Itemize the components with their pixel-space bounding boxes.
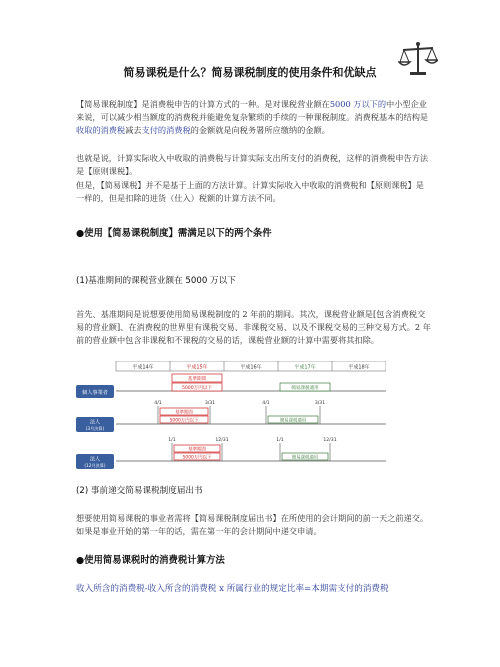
intro-paragraph-3: 但是，【简易课税】并不是基于上面的方法计算。计算实际收入中收取的消费税和【原则课税】是一样的，但是扣除的进货（仕入）税额的计算方法不同。: [76, 180, 424, 203]
year-header-row: [116, 361, 386, 371]
page-title: 简易课税是什么？简易课税制度的使用条件和优缺点: [123, 66, 377, 79]
intro-paragraph-2: 也就是说，计算实际收入中收取的消费税与计算实际支出所支付的消费税，这样的消费税申告方法是【原则课税】。: [76, 153, 429, 176]
timeline-row-individual: [76, 374, 386, 398]
section-heading-conditions: ●使用【简易课税制度】需满足以下的两个条件: [76, 228, 272, 239]
base-period-label: 基準期間: [187, 377, 207, 382]
date-label: 12/31: [323, 438, 337, 443]
amount-label: 5000万円以下: [169, 418, 199, 424]
row-label-march: (3月決算): [85, 426, 105, 431]
date-label: 1/1: [168, 438, 176, 443]
amount-label: 5000万円以下: [182, 455, 212, 461]
row-label-corp: 法人: [89, 456, 101, 463]
year-label: 平成17年: [294, 364, 316, 371]
base-period-timeline-diagram: [76, 361, 386, 473]
condition-2-text: 想要使用简易课税的事业者需将【简易课税制度届出书】在所使用的会计期间的前一天之前递交。如果是事业开始的第一年的话，需在第一年的会计期间中递交申请。: [76, 513, 429, 536]
section-heading-calculation: ●使用简易课税时的消费税计算方法: [76, 555, 225, 566]
condition-1-text: 首先、基准期间是说想要使用简易课税制度的 2 年前的期间。其次，课税营业额是[包含消费税交易的营业额]、在消费税的世界里有课税交易、非课税交易、以及不课税交易的三种交易方式。2 年前的营业额中包含非课税和不课税的交易的话，课税营业额的计算中需要将其扣除。: [76, 309, 431, 345]
timeline-row-corp-march: [76, 400, 386, 432]
condition-1-heading: (1)基准期间的课税营业额在 5000 万以下: [76, 276, 236, 286]
base-period-label: 基準期間: [188, 447, 206, 453]
condition-2-heading: (2) 事前递交简易课税制度届出书: [76, 486, 203, 496]
year-label: 平成15年: [186, 364, 208, 371]
row-label-corp: 法人: [89, 419, 101, 426]
calculation-formula: 收入所含的消费税-收入所含的消费税 x 所属行业的规定比率=本期需支付的消费税: [76, 584, 389, 594]
simple-apply-label: 簡易課税適用: [279, 418, 307, 424]
date-label: 12/31: [215, 438, 229, 443]
simple-apply-label: 簡易課税適用: [291, 455, 319, 461]
year-label: 平成16年: [240, 364, 262, 371]
date-label: 3/31: [204, 401, 216, 406]
amount-label: 5000万円以下: [181, 386, 213, 391]
base-period-label: 基準期間: [175, 410, 193, 416]
row-label-individual: 個人事業者: [82, 390, 108, 396]
year-label: 平成14年: [132, 364, 154, 371]
timeline-row-corp-december: [76, 437, 386, 469]
date-label: 4/1: [154, 401, 162, 406]
row-label-december: (12月決算): [84, 463, 106, 468]
year-label: 平成18年: [348, 364, 370, 371]
intro-paragraph-1: 【简易课税制度】是消费税申告的计算方式的一种。是对课税营业额在5000 万以下的中小型企业来说，可以减少相当额度的消费税并能避免复杂繁琐的手续的一种课税制度。消费税基本的结构是收取的消费税减去支付的消费税的金额就是向税务署所应缴纳的金额。: [76, 99, 429, 135]
date-label: 3/31: [314, 401, 326, 406]
simple-apply-label: 簡易課税適用: [291, 386, 319, 391]
date-label: 1/1: [276, 438, 284, 443]
date-label: 4/1: [262, 401, 270, 406]
